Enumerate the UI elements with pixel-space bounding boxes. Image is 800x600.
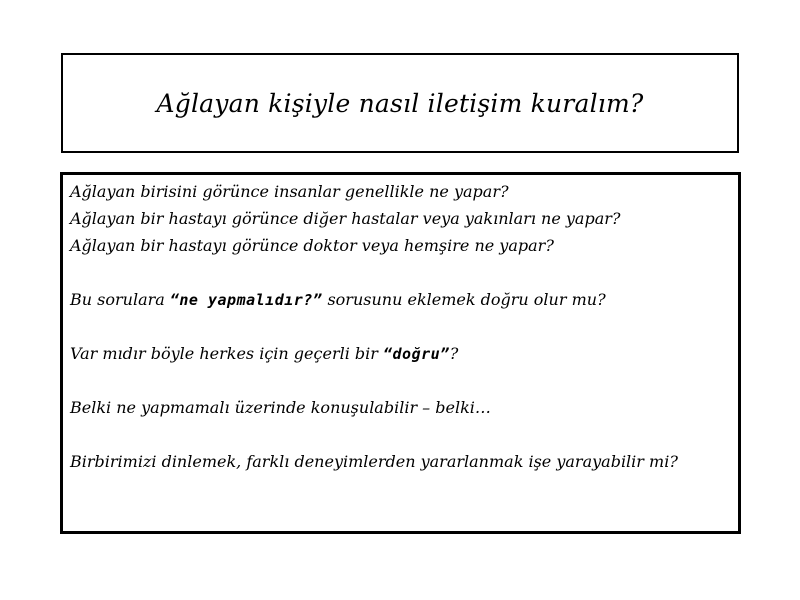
slide-title: Ağlayan kişiyle nasıl iletişim kuralım? <box>156 88 644 118</box>
question-4-text-end: sorusunu eklemek doğru olur mu? <box>322 290 606 309</box>
question-line-2: Ağlayan bir hastayı görünce diğer hastalar veya yakınları ne yapar? <box>70 209 621 228</box>
question-4-text: Bu sorulara <box>70 290 170 309</box>
question-line-5 <box>70 340 738 367</box>
question-5-text: Var mıdır böyle herkes için geçerli bir <box>70 344 383 363</box>
question-line-7: Birbirimizi dinlemek, farklı deneyimlerden yararlanmak işe yarayabilir mi? <box>70 452 678 471</box>
spacer <box>70 313 738 340</box>
emphasis-dogru: “doğru” <box>383 345 450 363</box>
question-line-6: Belki ne yapmamalı üzerinde konuşulabilir – belki… <box>70 398 491 417</box>
question-5-text-end: ? <box>449 344 459 363</box>
question-line-1: Ağlayan birisini görünce insanlar genellikle ne yapar? <box>70 182 509 201</box>
emphasis-ne-yapmalidir: “ne yapmalıdır?” <box>169 291 323 309</box>
question-line-4 <box>70 286 738 313</box>
spacer <box>70 367 738 394</box>
question-line-3: Ağlayan bir hastayı görünce doktor veya hemşire ne yapar? <box>70 236 554 255</box>
spacer <box>70 421 738 448</box>
title-box <box>61 53 739 153</box>
content-box <box>60 172 741 534</box>
spacer <box>70 259 738 286</box>
